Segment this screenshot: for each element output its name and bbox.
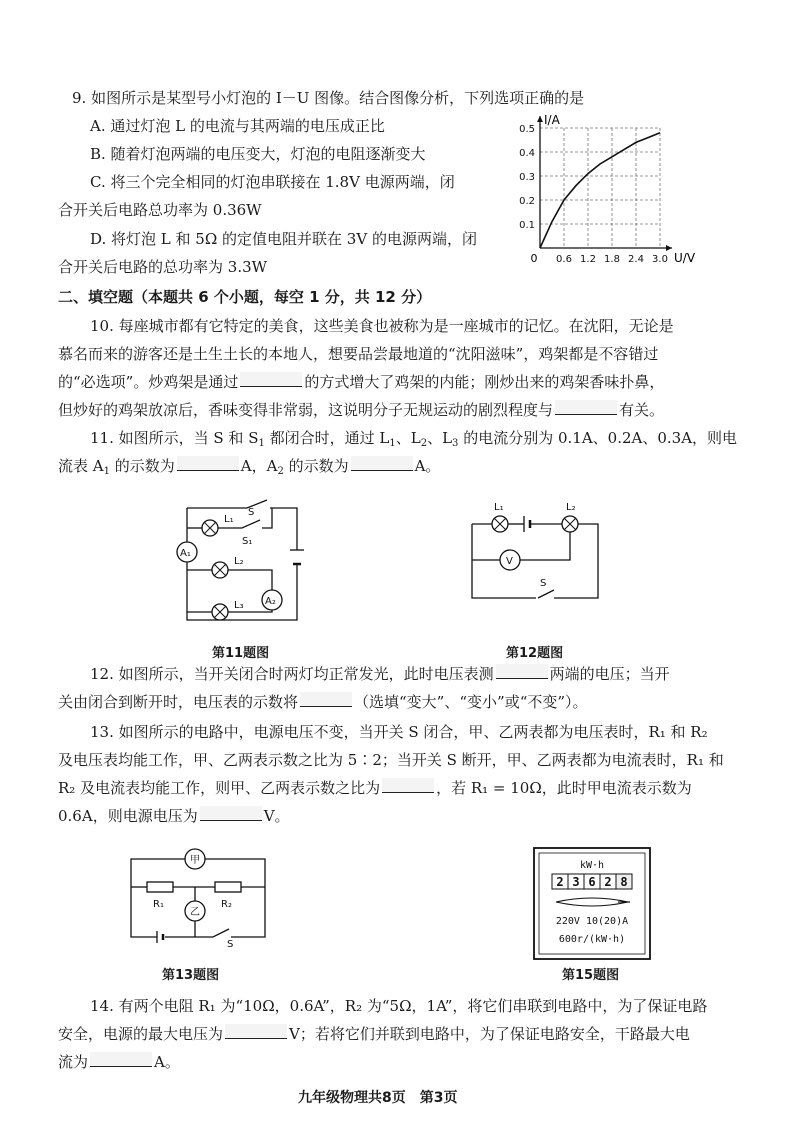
q13-line4 xyxy=(58,806,290,826)
q13-line3 xyxy=(58,778,692,798)
q10-line3-part1: 的“必选项”。炒鸡架是通过 xyxy=(58,373,239,391)
q11-sub: 1 xyxy=(389,438,396,449)
meter-digit: 6 xyxy=(588,875,596,889)
iu-curve xyxy=(540,133,660,248)
fig12-label-s: S xyxy=(540,578,547,589)
q10-line2: 慕名而来的游客还是土生土长的本地人，想要品尝最地道的“沈阳滋味”，鸡架都是不容错过 xyxy=(58,345,659,363)
q9-option-c-line2: 合开关后电路总功率为 0.36W xyxy=(58,201,262,219)
q11-sub: 2 xyxy=(420,438,428,449)
fig15-unit: kW·h xyxy=(579,860,605,871)
q14-text-a: 安全，电源的最大电压为 xyxy=(58,1025,224,1043)
q13-line1: 13. 如图所示的电路中，电源电压不变，当开关 S 闭合，甲、乙两表都为电压表时，R₁ 和 R₂ xyxy=(90,723,708,741)
fig11-circuit xyxy=(172,490,332,640)
q12-text-a: 12. 如图所示，当开关闭合时两灯均正常发光，此时电压表测 xyxy=(90,665,494,683)
q12-line1 xyxy=(90,664,670,684)
q11-text-e: 的电流分别为 0.1A、0.2A、0.3A，则电 xyxy=(458,429,738,447)
fig11-label-a2: A₂ xyxy=(265,596,276,607)
x-tick-label: 1.2 xyxy=(580,254,596,265)
q11-text-a: 11. 如图所示，当 S 和 S xyxy=(90,429,259,447)
q10-line4-part1: 但炒好的鸡架放凉后，香味变得非常弱，这说明分子无规运动的剧烈程度与 xyxy=(58,401,554,419)
q11-sub: 2 xyxy=(277,466,284,477)
q12-blank-1[interactable] xyxy=(496,664,548,679)
y-tick-label: 0.1 xyxy=(519,220,535,231)
q13-line2: 及电压表均能工作，甲、乙两表示数之比为 5∶2；当开关 S 断开，甲、乙两表都为电流表时，R₁ 和 xyxy=(58,751,724,769)
fig11-label-a1: A₁ xyxy=(180,548,191,559)
q9-option-a: A. 通过灯泡 L 的电流与其两端的电压成正比 xyxy=(90,117,385,135)
fig12-label-l2: L₂ xyxy=(566,502,576,513)
q10-line4 xyxy=(58,400,664,420)
page-footer: 九年级物理共8页 第3页 xyxy=(298,1090,458,1106)
meter-digit: 2 xyxy=(604,875,612,889)
q11-text-h: A，A xyxy=(240,457,278,475)
x-tick-label: 2.4 xyxy=(628,254,644,265)
x-tick-label: 0.6 xyxy=(556,254,572,265)
fig11-label-l3: L₃ xyxy=(234,600,244,611)
q12-text-d: （选填“变大”、“变小”或“不变”）。 xyxy=(354,693,588,711)
fig12-label-v: V xyxy=(506,556,513,567)
q11-line1 xyxy=(90,428,737,454)
y-tick-label: 0.2 xyxy=(519,196,535,207)
q11-blank-1[interactable] xyxy=(177,456,239,471)
fig15-caption: 第15题图 xyxy=(562,968,620,983)
q13-blank-2[interactable] xyxy=(200,806,262,821)
origin-label: 0 xyxy=(530,252,538,265)
fig13-label-s: S xyxy=(227,939,234,950)
q13-text-a: R₂ 及电流表均能工作，则甲、乙两表示数之比为 xyxy=(58,779,381,797)
q14-line2 xyxy=(58,1024,690,1044)
y-axis-arrow xyxy=(537,116,543,122)
q14-text-d: A。 xyxy=(154,1053,180,1071)
fig13-label-r1: R₁ xyxy=(153,899,164,910)
q14-line1: 14. 有两个电阻 R₁ 为“10Ω，0.6A”，R₂ 为“5Ω，1A”，将它们串联到电路中，为了保证电路 xyxy=(90,997,708,1015)
q13-text-d: V。 xyxy=(263,807,290,825)
fig11-caption: 第11题图 xyxy=(212,646,270,661)
q14-line3 xyxy=(58,1052,180,1072)
fig13-label-jia: 甲 xyxy=(190,855,200,866)
fig11-label-s: S xyxy=(248,507,255,518)
y-tick-label: 0.4 xyxy=(519,148,535,159)
q13-text-b: ，若 R₁ = 10Ω，此时甲电流表示数为 xyxy=(436,779,692,797)
q11-line2 xyxy=(58,456,440,482)
q9-stem: 9. 如图所示是某型号小灯泡的 I－U 图像。结合图像分析，下列选项正确的是 xyxy=(72,89,585,107)
q13-text-c: 0.6A，则电源电压为 xyxy=(58,807,198,825)
q12-text-b: 两端的电压；当开 xyxy=(549,665,670,683)
q12-blank-2[interactable] xyxy=(300,692,352,707)
x-axis-label: U/V xyxy=(674,251,696,265)
y-tick-label: 0.3 xyxy=(519,172,535,183)
q10-blank-1[interactable] xyxy=(240,372,302,387)
q11-text-i: 的示数为 xyxy=(283,457,349,475)
q11-sub: 1 xyxy=(103,466,110,477)
q9-option-b: B. 随着灯泡两端的电压变大，灯泡的电阻逐渐变大 xyxy=(90,145,426,163)
q11-blank-2[interactable] xyxy=(351,456,413,471)
q14-text-c: 流为 xyxy=(58,1053,89,1071)
q9-option-d-line1: D. 将灯泡 L 和 5Ω 的定值电阻并联在 3V 的电源两端，闭 xyxy=(90,230,477,248)
q14-text-b: V；若将它们并联到电路中，为了保证电路安全，干路最大电 xyxy=(289,1025,690,1043)
q11-text-g: 的示数为 xyxy=(109,457,175,475)
fig15-rating: 220V 10(20)A xyxy=(555,916,629,927)
q11-sub: 1 xyxy=(258,438,265,449)
q10-line4-part2: 有关。 xyxy=(619,401,665,419)
q12-text-c: 关由闭合到断开时，电压表的示数将 xyxy=(58,693,299,711)
chart-grid xyxy=(540,128,660,248)
section-title-fill-blank: 二、填空题（本题共 6 个小题，每空 1 分，共 12 分） xyxy=(58,288,432,306)
q10-line1: 10. 每座城市都有它特定的美食，这些美食也被称为是一座城市的记忆。在沈阳，无论是 xyxy=(90,317,674,335)
fig12-circuit xyxy=(462,490,612,610)
fig13-caption: 第13题图 xyxy=(162,968,220,983)
y-tick-label: 0.5 xyxy=(519,124,535,135)
q14-blank-2[interactable] xyxy=(90,1052,152,1067)
meter-digit: 3 xyxy=(572,875,580,889)
x-tick-label: 3.0 xyxy=(652,254,668,265)
meter-digit: 8 xyxy=(620,875,628,889)
fig11-label-l2: L₂ xyxy=(234,556,244,567)
q14-blank-1[interactable] xyxy=(225,1024,287,1039)
fig11-label-l1: L₁ xyxy=(224,514,234,525)
fig15-revolutions: 600r/(kW·h) xyxy=(558,934,626,945)
q13-blank-1[interactable] xyxy=(382,778,434,793)
q9-option-d-line2: 合开关后电路的总功率为 3.3W xyxy=(58,258,268,276)
q11-text-f: 流表 A xyxy=(58,457,104,475)
x-tick-label: 1.8 xyxy=(604,254,620,265)
q11-text-b: 都闭合时，通过 L xyxy=(264,429,390,447)
iu-chart xyxy=(505,110,715,275)
q11-sub: 3 xyxy=(452,438,459,449)
fig13-circuit xyxy=(125,845,275,960)
q11-text-j: A。 xyxy=(414,457,441,475)
q11-text-d: 、L xyxy=(427,429,453,447)
q10-line3 xyxy=(58,372,664,392)
fig12-label-l1: L₁ xyxy=(494,502,504,513)
fig13-label-yi: 乙 xyxy=(190,907,200,918)
fig11-label-s1: S₁ xyxy=(242,536,253,547)
fig12-caption: 第12题图 xyxy=(506,646,564,661)
meter-digit: 2 xyxy=(556,875,564,889)
x-axis-arrow xyxy=(666,245,672,251)
fig13-label-r2: R₂ xyxy=(221,899,232,910)
fig15-energy-meter xyxy=(532,846,652,961)
y-axis-label: I/A xyxy=(544,113,560,127)
q10-line3-part2: 的方式增大了鸡架的内能；刚炒出来的鸡架香味扑鼻， xyxy=(304,373,665,391)
meter-digits xyxy=(552,874,632,889)
q9-option-c-line1: C. 将三个完全相同的灯泡串联接在 1.8V 电源两端，闭 xyxy=(90,173,455,191)
q12-line2 xyxy=(58,692,588,712)
q10-blank-2[interactable] xyxy=(555,400,617,415)
q11-text-c: 、L xyxy=(395,429,421,447)
